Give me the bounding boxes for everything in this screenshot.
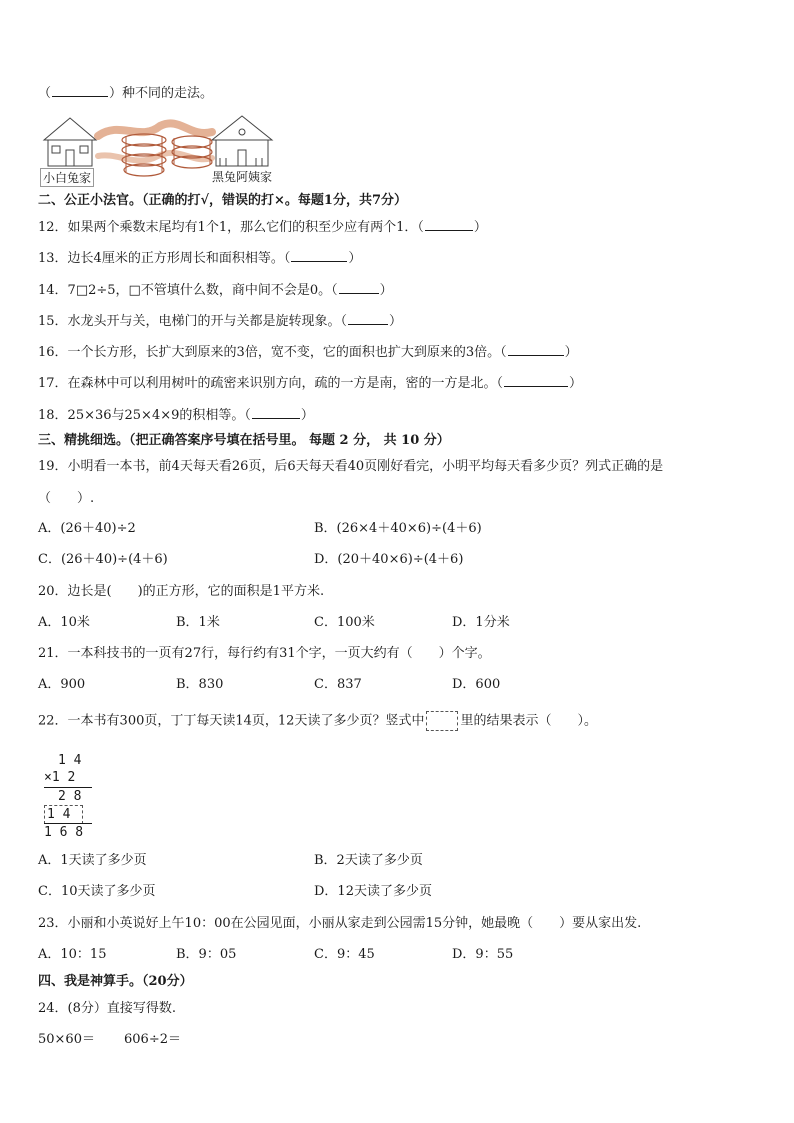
answer-blank[interactable] bbox=[52, 84, 108, 97]
right-house-label: 黑兔阿姨家 bbox=[212, 170, 273, 184]
q19-option-b[interactable]: B．(26×4＋40×6)÷(4＋6) bbox=[314, 521, 482, 536]
q20-option-b[interactable]: B．1米 bbox=[176, 615, 220, 630]
dashed-box-icon bbox=[426, 711, 458, 731]
answer-blank[interactable] bbox=[291, 249, 347, 262]
path-count-question: （ ）种不同的走法。 bbox=[38, 86, 214, 101]
q23-option-c[interactable]: C．9：45 bbox=[314, 947, 375, 962]
answer-blank[interactable] bbox=[252, 406, 300, 419]
q20-option-c[interactable]: C．100米 bbox=[314, 615, 375, 630]
q22-option-c[interactable]: C．10天读了多少页 bbox=[38, 884, 156, 899]
q16: 16．一个长方形，长扩大到原来的3倍，宽不变，它的面积也扩大到原来的3倍。（ ） bbox=[38, 345, 578, 360]
vertical-row-3: 2 8 bbox=[58, 789, 82, 804]
q22-text: 22．一本书有300页，丁丁每天读14页，12天读了多少页？竖式中 里的结果表示（ ）。 bbox=[38, 711, 597, 731]
section3-title: 三、精挑细选。（把正确答案序号填在括号里。 每题 2 分， 共 10 分） bbox=[38, 433, 450, 448]
section2-title: 二、公正小法官。（正确的打√，错误的打×。每题1分，共7分） bbox=[38, 193, 408, 208]
route-illustration bbox=[40, 112, 282, 192]
answer-blank[interactable] bbox=[425, 218, 473, 231]
q23-option-b[interactable]: B．9：05 bbox=[176, 947, 237, 962]
q21-option-d[interactable]: D．600 bbox=[452, 677, 501, 692]
q21-option-c[interactable]: C．837 bbox=[314, 677, 362, 692]
q15: 15．水龙头开与关，电梯门的开与关都是旋转现象。（ ） bbox=[38, 314, 403, 329]
q14: 14．7□2÷5，□不管填什么数，商中间不会是0。（ ） bbox=[38, 283, 393, 298]
q19-option-d[interactable]: D．(20＋40×6)÷(4＋6) bbox=[314, 552, 464, 567]
q12: 12．如果两个乘数末尾均有1个1，那么它们的积至少应有两个1．（ ） bbox=[38, 220, 487, 235]
expression-1: 50×60＝ bbox=[38, 1032, 95, 1047]
vertical-row-5: 1 6 8 bbox=[44, 825, 84, 840]
left-house-label: 小白兔家 bbox=[40, 168, 94, 187]
q21-option-b[interactable]: B．830 bbox=[176, 677, 224, 692]
q19-option-c[interactable]: C．(26＋40)÷(4＋6) bbox=[38, 552, 168, 567]
q23-option-d[interactable]: D．9：55 bbox=[452, 947, 514, 962]
q17: 17．在森林中可以利用树叶的疏密来识别方向，疏的一方是南，密的一方是北。（ ） bbox=[38, 376, 583, 391]
q20-option-d[interactable]: D．1分米 bbox=[452, 615, 510, 630]
answer-blank[interactable] bbox=[348, 312, 388, 325]
q19-text: 19．小明看一本书，前4天每天看26页，后6天每天看40页刚好看完，小明平均每天看多少页？列式正确的是 bbox=[38, 459, 664, 474]
q23-text: 23．小丽和小英说好上午10：00在公园见面，小丽从家走到公园需15分钟，她最晚（ ）要从家出发. bbox=[38, 916, 642, 931]
section4-title: 四、我是神算手。（20分） bbox=[38, 974, 193, 989]
answer-blank[interactable] bbox=[339, 281, 379, 294]
q19-cont: （ ）. bbox=[38, 491, 95, 506]
answer-blank[interactable] bbox=[504, 374, 568, 387]
q20-text: 20．边长是( )的正方形，它的面积是1平方米. bbox=[38, 584, 325, 599]
vertical-row-1: 1 4 bbox=[58, 753, 82, 768]
vertical-row-2: ×1 2 bbox=[44, 770, 76, 785]
q21-text: 21．一本科技书的一页有27行，每行约有31个字，一页大约有（ ）个字。 bbox=[38, 646, 491, 661]
q23-option-a[interactable]: A．10：15 bbox=[38, 947, 107, 962]
vertical-multiplication bbox=[38, 752, 98, 841]
q13: 13．边长4厘米的正方形周长和面积相等。（ ） bbox=[38, 251, 362, 266]
vertical-row-4-dashed: 1 4 bbox=[44, 805, 83, 824]
q21-option-a[interactable]: A．900 bbox=[38, 677, 86, 692]
q22-option-b[interactable]: B．2天读了多少页 bbox=[314, 853, 423, 868]
q22-option-d[interactable]: D．12天读了多少页 bbox=[314, 884, 432, 899]
q19-option-a[interactable]: A．(26＋40)÷2 bbox=[38, 521, 136, 536]
expression-2: 606÷2＝ bbox=[124, 1032, 181, 1047]
q18: 18．25×36与25×4×9的积相等。（ ） bbox=[38, 408, 314, 423]
q24-text: 24．(8分）直接写得数. bbox=[38, 1001, 177, 1016]
q22-option-a[interactable]: A．1天读了多少页 bbox=[38, 853, 147, 868]
q20-option-a[interactable]: A．10米 bbox=[38, 615, 90, 630]
answer-blank[interactable] bbox=[508, 343, 564, 356]
